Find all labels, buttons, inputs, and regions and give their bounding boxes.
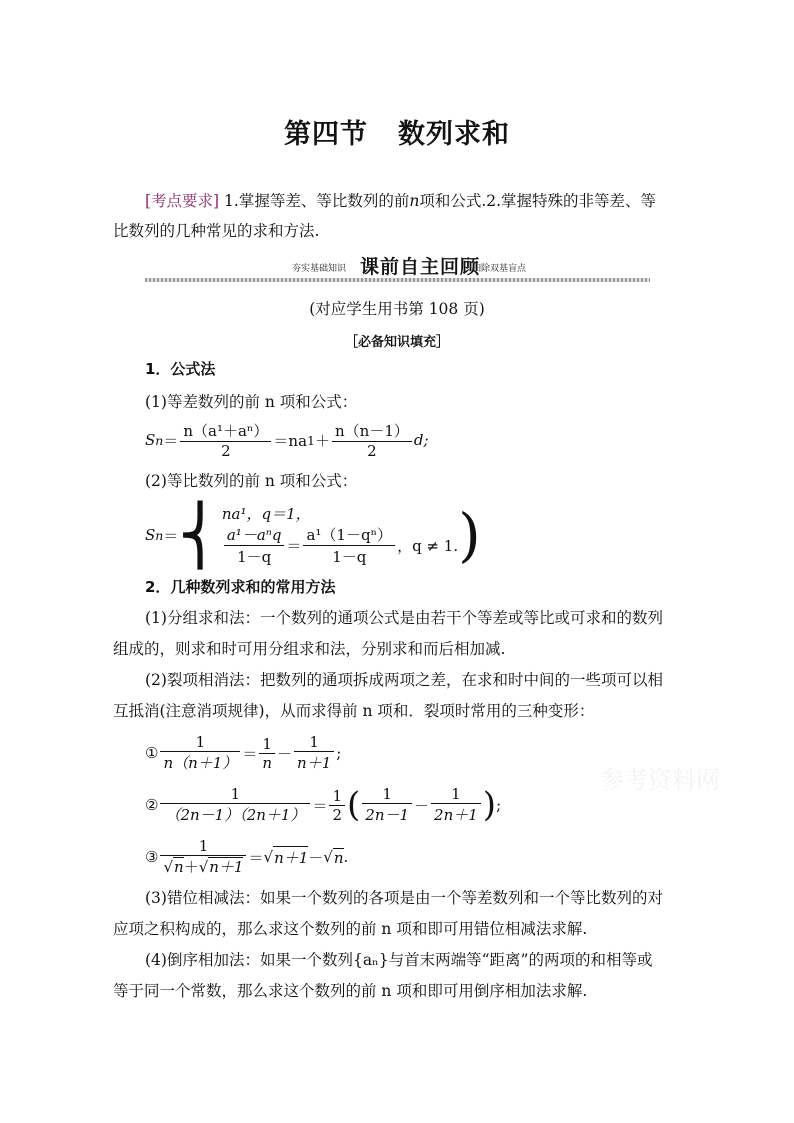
fraction-num: a¹－aⁿq [226,526,282,544]
formula-geometric: S n ＝ ⎨ na¹，q＝1， $\frac{\text{a¹－aⁿq}}{1-q}$ ＝ $\frac{\text{a¹（1－qⁿ）}}{1-q}$ ，q ≠ 1. ) [145,501,481,569]
fraction-den: n [259,753,275,772]
formula-end: ; [496,796,502,814]
fraction-1 [224,524,285,567]
formula-lhs-sub: n [155,432,164,448]
watermark: 参考资料网 [600,766,720,794]
banner-center: 课前自主回顾 [360,256,481,278]
fraction-num: n（a¹＋aⁿ） [183,422,269,440]
fraction-main [160,785,310,825]
page-title [0,112,794,151]
formula-mark: ③ [145,848,159,866]
split-formula-3: ③ $\frac{1}{√n+√n+1}$ ＝ √ n＋1 － √ n . [145,837,349,876]
fraction-den: 2n－1 [362,803,412,825]
fraction-num: a¹（1－qⁿ） [306,526,393,544]
section-banner [145,252,650,282]
right-paren-icon: ) [458,501,481,569]
page-reference: (对应学生用书第 108 页) [309,300,485,318]
requirements-text1: 1.掌握等差、等比数列的前 [224,192,410,210]
split-formula-2 [145,782,501,828]
fraction-num: n（n－1） [335,422,409,440]
fraction-a [362,785,412,825]
formula-mark: ① [145,744,159,762]
formula-cond: ，q ≠ 1. [397,537,459,555]
section1-heading: 1．公式法 [145,360,216,378]
section2-p3-line2: 应项之积构成的，那么求这个数列的前 n 项和即可用错位相减法求解. [113,920,588,938]
formula-eq: ＝ [242,744,258,763]
title-part1: 第四节 [284,119,368,150]
formula-case1: na¹，q＝1， [221,505,311,523]
title-part2: 数列求和 [398,119,510,150]
section2-heading: 2．几种数列求和的常用方法 [145,578,336,596]
formula-minus: － [308,848,324,867]
fraction-num: 1 [195,733,206,751]
formula-plus: ＋ [183,858,199,876]
formula-eq: ＝ [248,848,264,867]
split-formula-1 [145,730,341,776]
sqrt-term: n [174,858,184,876]
formula-cases [222,503,458,567]
fraction-num: 1 [309,733,319,751]
section2-p4-line2: 等于同一个常数，那么求这个数列的前 n 项和即可用倒序相加法求解. [113,982,588,1000]
formula-minus: － [277,744,293,763]
fraction-main [160,733,240,773]
fraction-den: （2n－1）（2n＋1） [160,803,310,825]
sqrt-term: n [333,848,344,867]
fraction-half [329,787,345,824]
right-paren-icon: ) [482,785,497,825]
section1-item1: (1)等差数列的前 n 项和公式： [145,393,358,411]
fraction-den: 1－q [224,545,285,567]
fraction-1 [180,420,271,460]
fraction-den: 2 [180,441,271,460]
requirements-text2: 项和公式.2.掌握特殊的非等差、等 [419,192,657,210]
fraction-b [294,733,334,773]
sqrt-term: n＋1 [273,846,308,868]
left-paren-icon: ( [347,785,361,825]
requirements-n: n [409,192,420,210]
formula-case2 [222,524,458,567]
section1-item2: (2)等比数列的前 n 项和公式： [145,472,358,490]
section2-p1-line1: (1)分组求和法：一个数列的通项公式是由若干个等差或等比或可求和的数列 [145,609,663,627]
fraction-den: n＋1 [294,751,334,773]
fraction-num: 1 [332,786,343,805]
fraction-num: 1 [382,785,392,803]
fraction-num: 1 [230,785,241,803]
formula-arithmetic: S n ＝ $\frac{\text{n（a¹＋aⁿ）}}{2}$ ＝na 1 ＋ $\frac{n(n-1)}{2}$ d; [145,422,429,460]
fraction-den: n（n＋1） [160,751,240,773]
requirements-line2: 比数列的几种常见的求和方法. [113,222,320,240]
formula-mid-sub: 1 [307,432,315,448]
formula-end: . [343,848,349,866]
fraction-num: 1 [198,837,209,855]
left-brace-icon: ⎨ [178,501,222,569]
formula-mid: ＝na [273,431,308,450]
formula-eq: ＝ [312,796,328,815]
fraction-b [431,785,481,825]
formula-minus: － [414,796,430,815]
fraction-den: 2n＋1 [431,803,481,825]
section2-p3-line1: (3)错位相减法：如果一个数列的各项是由一个等差数列和一个等比数列的对 [145,889,663,907]
fraction-num: 1 [451,785,461,803]
formula-eq: ＝ [286,537,302,555]
section2-p4-line1: (4)倒序相加法：如果一个数列{aₙ}与首末两端等“距离”的两项的和相等或 [145,951,653,969]
fraction-den: 2 [329,805,345,824]
requirements-tag: [考点要求] [145,192,220,210]
fraction-num: 1 [262,734,272,753]
fraction-den: √n＋√n＋1 [160,855,246,877]
banner-rule [145,278,650,282]
sqrt-term: n＋1 [209,858,244,876]
box-heading: ［必备知识填充］ [344,335,449,350]
section2-p1-line2: 组成的，则求和时可用分组求和法，分别求和而后相加减. [113,640,506,658]
fraction-den: 1－q [303,545,395,567]
fraction-2 [303,524,395,567]
fraction-a [259,735,275,772]
banner-right: 扫除双基盲点 [472,264,527,274]
fraction-main [160,837,246,877]
formula-lhs: S [145,526,156,544]
formula-end: ; [336,744,342,762]
banner-left: 夯实基础知识 [292,264,347,274]
formula-lhs-sub: n [155,527,164,543]
fraction-den: 2 [332,441,412,460]
fraction-2 [332,420,412,460]
section2-p2-line1: (2)裂项相消法：把数列的通项拆成两项之差，在求和时中间的一些项可以相 [145,671,663,689]
formula-lhs: S [145,431,156,449]
formula-mark: ② [145,796,159,814]
formula-tail: d; [413,431,429,449]
section2-p2-line2: 互抵消(注意消项规律)，从而求得前 n 项和．裂项时常用的三种变形： [113,702,595,720]
requirements-line1 [145,186,685,217]
